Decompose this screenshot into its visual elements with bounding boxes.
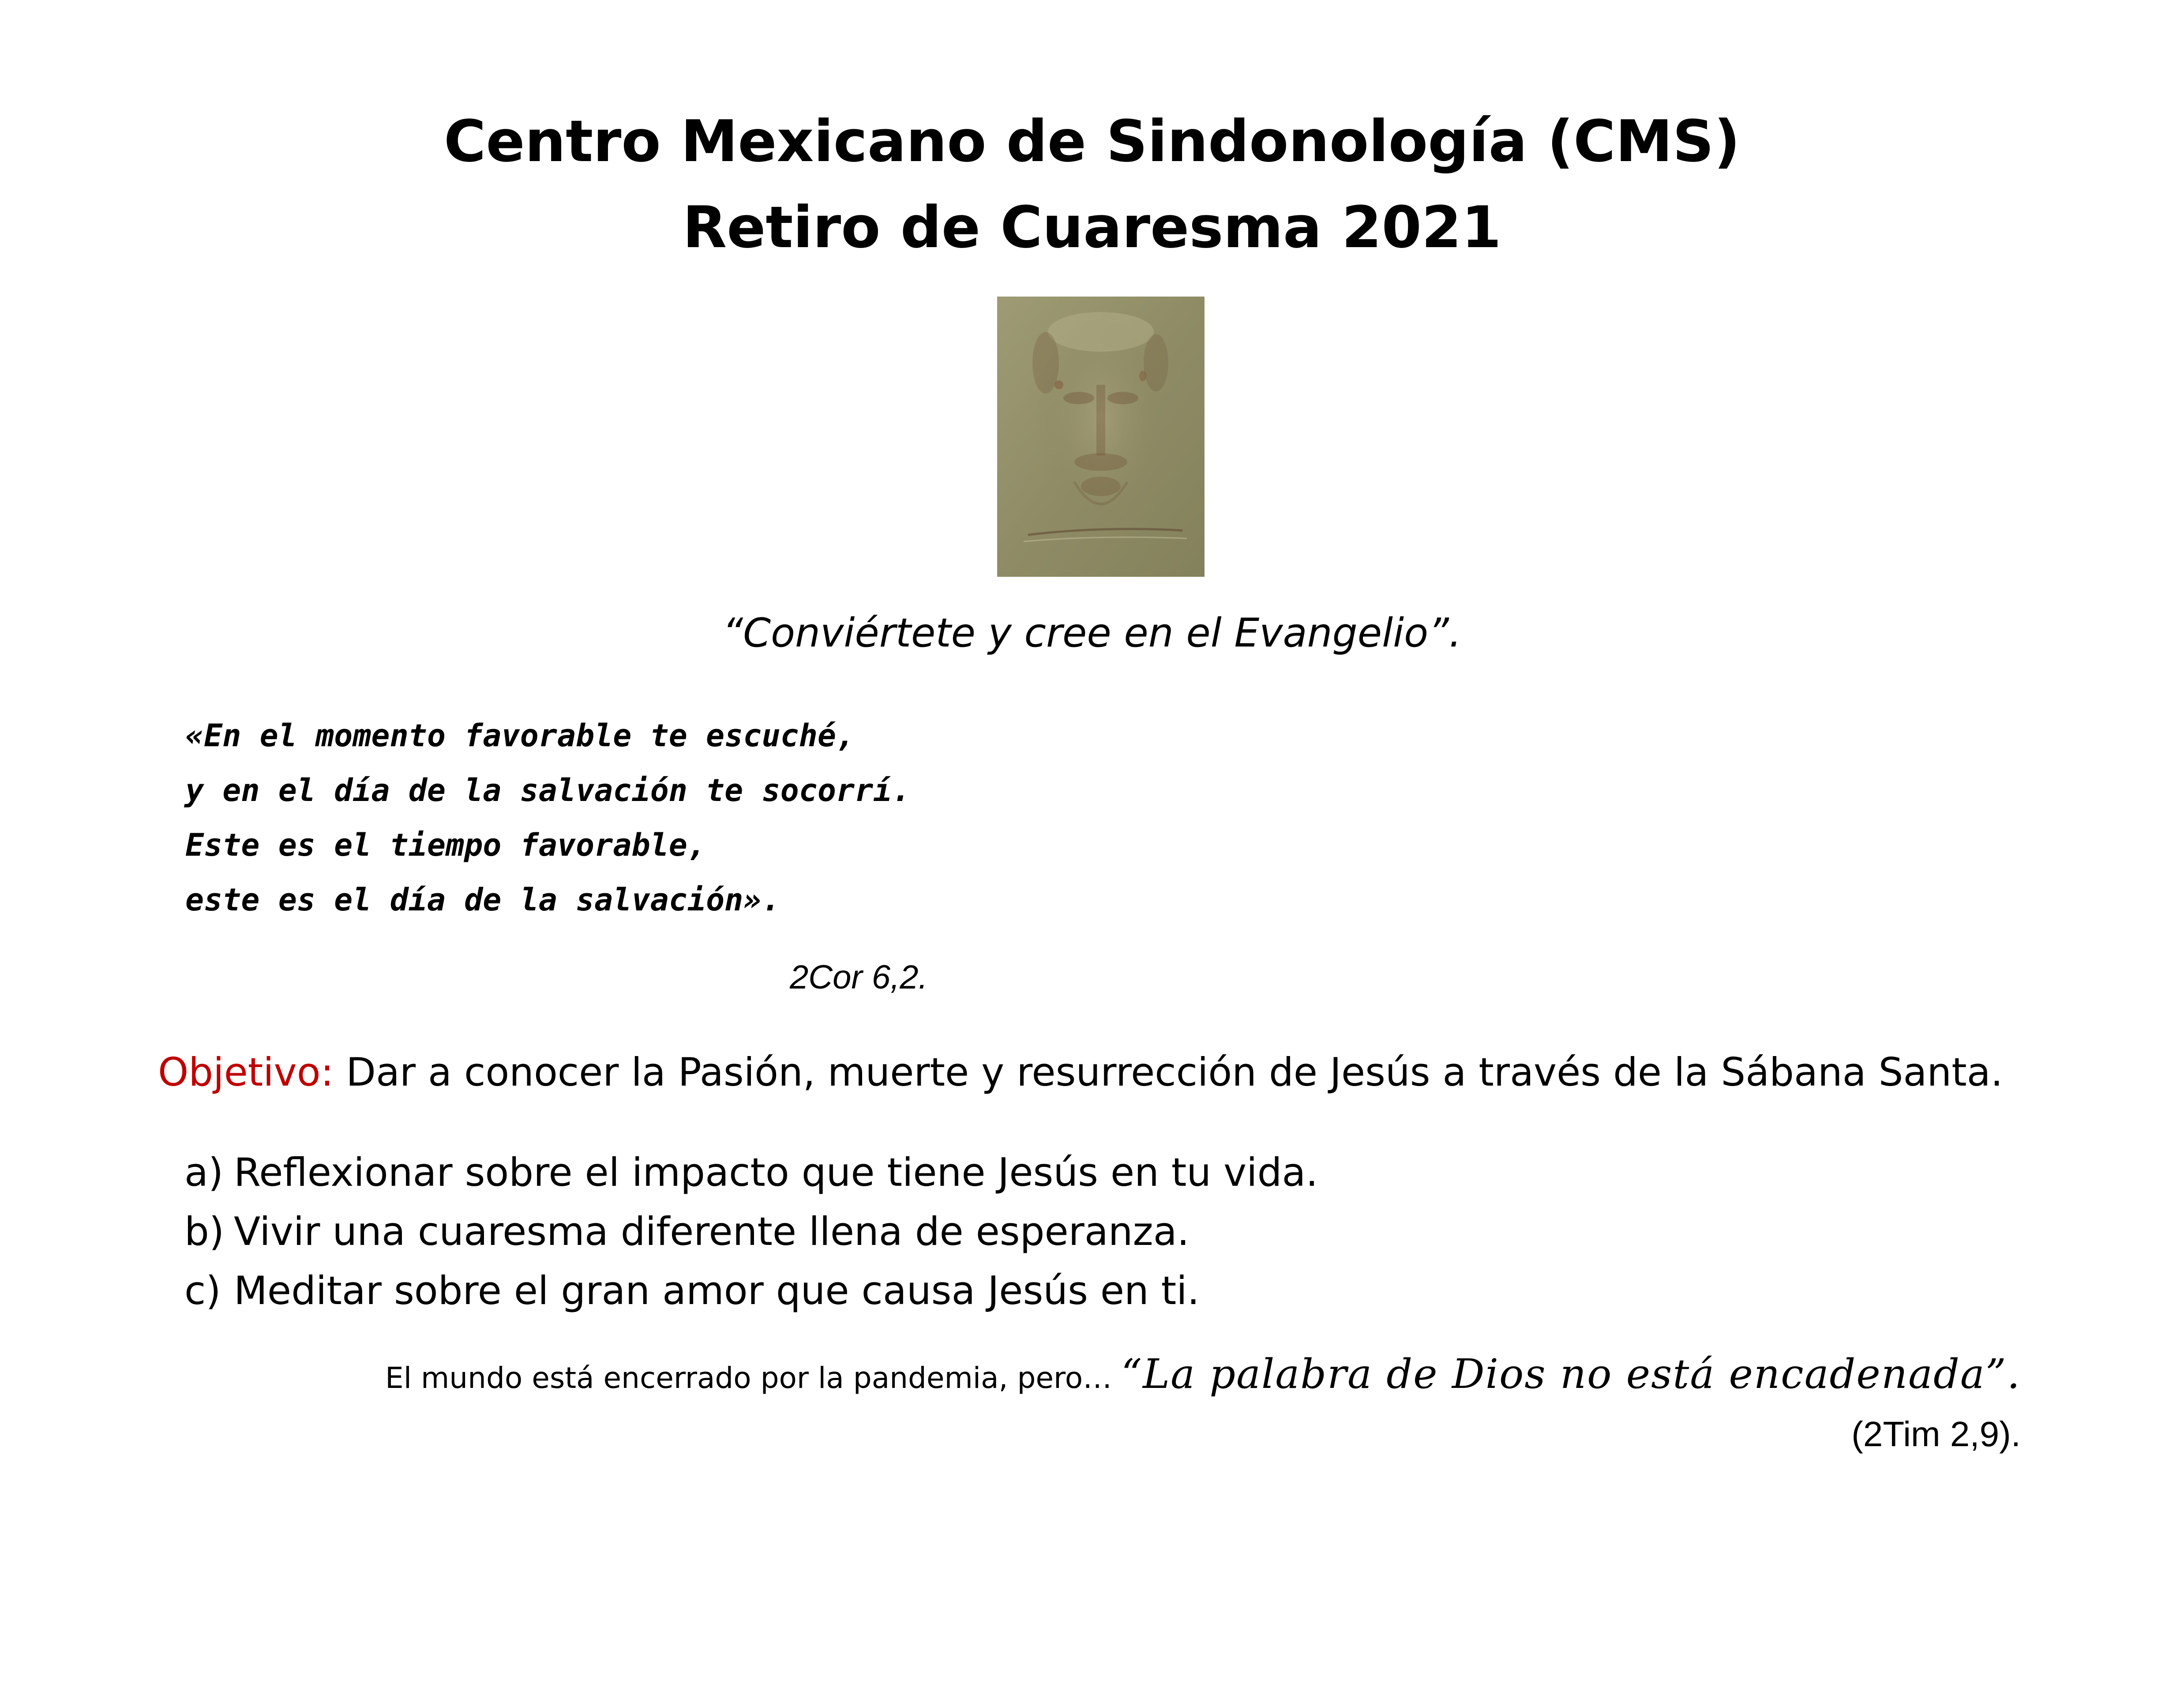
list-item-letter: a) xyxy=(184,1150,224,1195)
closing-lead: El mundo está encerrado por la pandemia, pero… xyxy=(385,1361,1122,1395)
verse-line: «En el momento favorable te escuché, xyxy=(185,718,855,754)
list-item-text: Vivir una cuaresma diferente llena de esperanza. xyxy=(234,1209,1190,1254)
verse-line: Este es el tiempo favorable, xyxy=(185,827,706,863)
goals-list xyxy=(184,1143,1318,1320)
list-item-letter: b) xyxy=(184,1209,225,1254)
list-item-text: Reflexionar sobre el impacto que tiene Jesús en tu vida. xyxy=(234,1150,1318,1195)
closing-statement xyxy=(385,1350,2021,1398)
shroud-face-icon xyxy=(997,297,1205,577)
list-item-text: Meditar sobre el gran amor que causa Jesús en ti. xyxy=(234,1268,1200,1313)
closing-quote: “La palabra de Dios no está encadenada”. xyxy=(1121,1350,2021,1398)
verse-line: este es el día de la salvación». xyxy=(185,882,781,918)
list-item xyxy=(184,1143,1318,1202)
objective-statement xyxy=(158,1044,2003,1101)
list-item-letter: c) xyxy=(184,1268,221,1313)
page-title-line-2: Retiro de Cuaresma 2021 xyxy=(683,194,1501,261)
objective-text: Dar a conocer la Pasión, muerte y resurrección de Jesús a través de la Sábana Santa. xyxy=(334,1049,2003,1095)
motto-quote: “Conviértete y cree en el Evangelio”. xyxy=(722,610,1462,656)
list-item xyxy=(184,1261,1318,1320)
objective-label: Objetivo: xyxy=(158,1049,334,1095)
closing-citation: (2Tim 2,9). xyxy=(1851,1414,2021,1454)
list-item xyxy=(184,1202,1318,1261)
verse-citation: 2Cor 6,2. xyxy=(790,959,928,996)
shroud-face-image xyxy=(997,297,1205,577)
verse-line: y en el día de la salvación te socorrí. xyxy=(185,772,911,808)
scripture-verse xyxy=(185,708,911,927)
page-title-line-1: Centro Mexicano de Sindonología (CMS) xyxy=(444,108,1740,175)
